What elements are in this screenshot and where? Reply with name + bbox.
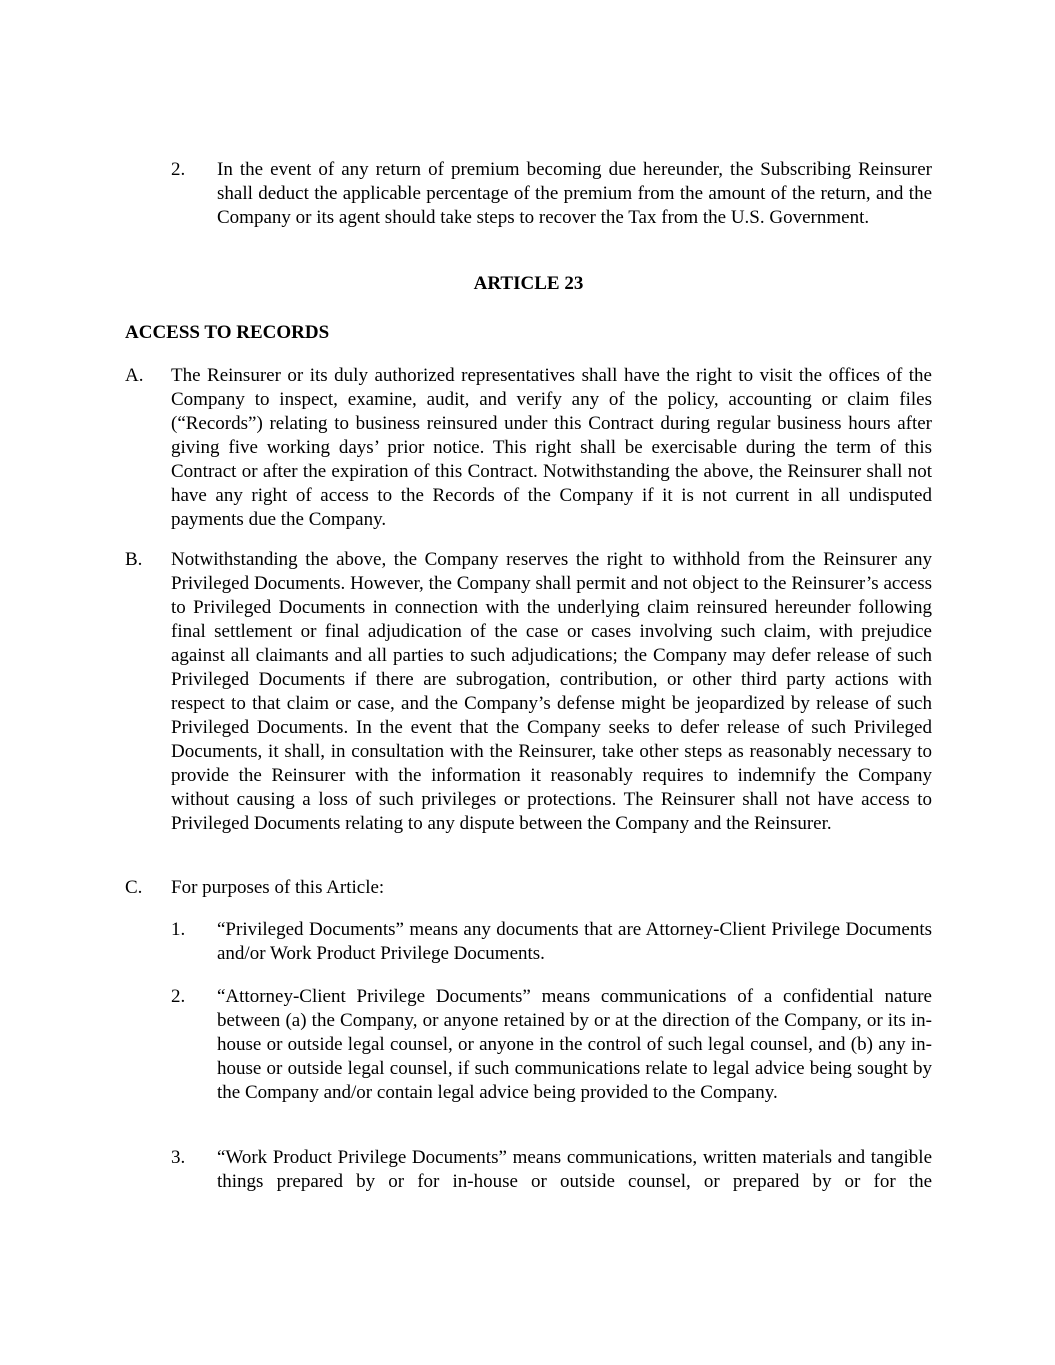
section-b-text: Notwithstanding the above, the Company reserves the right to withhold from the Reinsurer any Privileged Documents. However, the Company shall permit and not object to the Reinsurer’s access to Privileged Documents in connection with the underlying claim reinsured hereunder following final settlement or final adjudication of the case or cases involving such claim, with prejudice against all claimants and all parties to such adjudications; the Company may defer release of such Privileged Documents if there are subrogation, contribution, or other third party actions with respect to that claim or case, and the Company’s defense might be jeopardized by release of such Privileged Documents. In the event that the Company seeks to defer release of such Privileged Documents, it shall, in consultation with the Reinsurer, take other steps as reasonably necessary to provide the Reinsurer with the information it reasonably requires to indemnify the Company without causing a loss of such privileges or protections. The Reinsurer shall not have access to Privileged Documents relating to any dispute between the Company and the Reinsurer. [171,549,932,834]
section-c-marker: C. [125,877,143,898]
definition-1-number: 1. [171,919,186,940]
definition-2-number: 2. [171,986,186,1007]
section-a-text: The Reinsurer or its duly authorized representatives shall have the right to visit the offices of the Company to inspect, examine, audit, and verify any of the policy, accounting or claim files (“Records”) relating to business reinsured under this Contract during regular business hours after giving five working days’ prior notice. This right shall be exercisable during the term of this Contract or after the expiration of this Contract. Notwithstanding the above, the Reinsurer shall not have any right of access to the Records of the Company if it is not current in all undisputed payments due the Company. [171,365,932,530]
section-c-text: For purposes of this Article: [171,877,385,898]
definition-2-text: “Attorney-Client Privilege Documents” means communications of a confidential nature between (a) the Company, or anyone retained by or at the direction of the Company, or its in-house or outside legal counsel, or anyone in the control of such legal counsel, and (b) any in-house or outside legal counsel, if such communications relate to legal advice being sought by the Company and/or contain legal advice being provided to the Company. [217,986,932,1103]
intro-item-text: In the event of any return of premium becoming due hereunder, the Subscribing Reinsurer shall deduct the applicable percentage of the premium from the amount of the return, and the Company or its agent should take steps to recover the Tax from the U.S. Government. [217,159,932,228]
section-a-marker: A. [125,365,144,386]
definition-1-text: “Privileged Documents” means any documents that are Attorney-Client Privilege Documents and/or Work Product Privilege Documents. [217,919,932,964]
section-heading: ACCESS TO RECORDS [125,322,330,343]
article-title: ARTICLE 23 [473,273,584,294]
definition-3-text: “Work Product Privilege Documents” means communications, written materials and tangible things prepared by or for in-house or outside counsel, or prepared by or for the [217,1147,932,1192]
intro-item-number: 2. [171,159,186,180]
section-b-marker: B. [125,549,143,570]
definition-3-number: 3. [171,1147,186,1168]
